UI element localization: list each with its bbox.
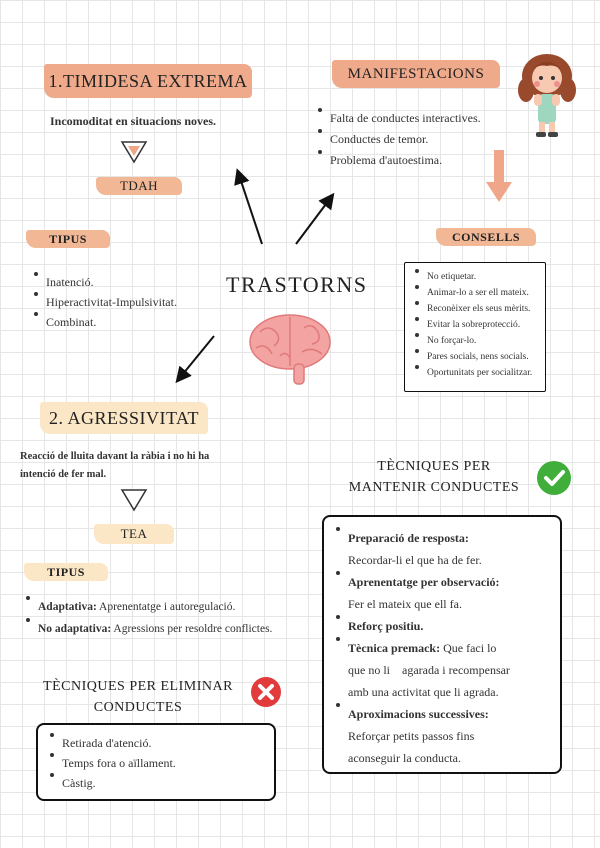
manifestacions-heading: MANIFESTACIONS [332, 60, 500, 88]
list-item: Pares socials, nens socials. [413, 349, 539, 365]
list-item: Evitar la sobreprotecció. [413, 317, 539, 333]
timidesa-tipus-list [32, 272, 177, 332]
cross-icon [250, 676, 282, 708]
tea-label: TEA [94, 524, 174, 544]
list-item: Oportunitats per socialitzar. [413, 365, 539, 381]
list-item: Preparació de resposta: Recordar-li el que ha de fer. [334, 527, 552, 571]
list-item: Adaptativa: Aprenentatge i autoregulació. [24, 596, 272, 618]
list-item: Aproximacions successives: Reforçar petits passos fins aconseguir la conducta. [334, 703, 552, 769]
manifestacions-list [316, 108, 481, 171]
list-item: Inatenció. [32, 272, 177, 292]
list-item: Conductes de temor. [316, 129, 481, 150]
list-item: Retirada d'atenció. [48, 733, 264, 753]
tdah-label: TDAH [96, 177, 182, 195]
down-triangle-outline-icon [120, 488, 148, 512]
mantenir-list [334, 527, 552, 769]
list-item: Combinat. [32, 312, 177, 332]
eliminar-list [48, 733, 264, 793]
list-item: No etiquetar. [413, 269, 539, 285]
list-item: Hiperactivitat-Impulsivitat. [32, 292, 177, 312]
list-item: Animar-lo a ser ell mateix. [413, 285, 539, 301]
list-item: Reconèixer els seus mèrits. [413, 301, 539, 317]
tipus-label-2: TIPUS [24, 563, 108, 581]
brain-icon [246, 312, 334, 388]
check-icon [536, 460, 572, 496]
eliminar-box [36, 723, 276, 801]
timidesa-heading: 1.TIMIDESA EXTREMA [44, 64, 252, 98]
down-arrow-icon [486, 150, 512, 204]
list-item: Aprenentatge per observació: Fer el mateix que ell fa. [334, 571, 552, 615]
list-item: Reforç positiu. [334, 615, 552, 637]
consells-box [404, 262, 546, 392]
page-title: TRASTORNS [226, 272, 368, 297]
agressivitat-heading: 2. AGRESSIVITAT [40, 402, 208, 434]
consells-heading: CONSELLS [436, 228, 536, 246]
list-item: No forçar-lo. [413, 333, 539, 349]
agressivitat-tipus-list [24, 596, 272, 640]
consells-list [413, 269, 539, 381]
list-item: Falta de conductes interactives. [316, 108, 481, 129]
list-item: No adaptativa: Agressions per resoldre conflictes. [24, 618, 272, 640]
eliminar-heading: TÈCNIQUES PER ELIMINAR CONDUCTES [43, 679, 233, 715]
timidesa-description: Incomoditat en situacions noves. [50, 114, 217, 128]
list-item: Temps fora o aïllament. [48, 753, 264, 773]
agressivitat-description: Reacció de lluita davant la ràbia i no hi ha intenció de fer mal. [20, 451, 210, 480]
mantenir-box [322, 515, 562, 774]
down-triangle-icon [120, 140, 148, 164]
girl-illustration-icon [514, 50, 580, 140]
tipus-label-1: TIPUS [26, 230, 110, 248]
list-item: Tècnica premack: Que faci lo que no li agarada i recompensar amb una activitat que li agrada. [334, 637, 552, 703]
mantenir-heading: TÈCNIQUES PER MANTENIR CONDUCTES [348, 459, 520, 495]
list-item: Càstig. [48, 773, 264, 793]
list-item: Problema d'autoestima. [316, 150, 481, 171]
